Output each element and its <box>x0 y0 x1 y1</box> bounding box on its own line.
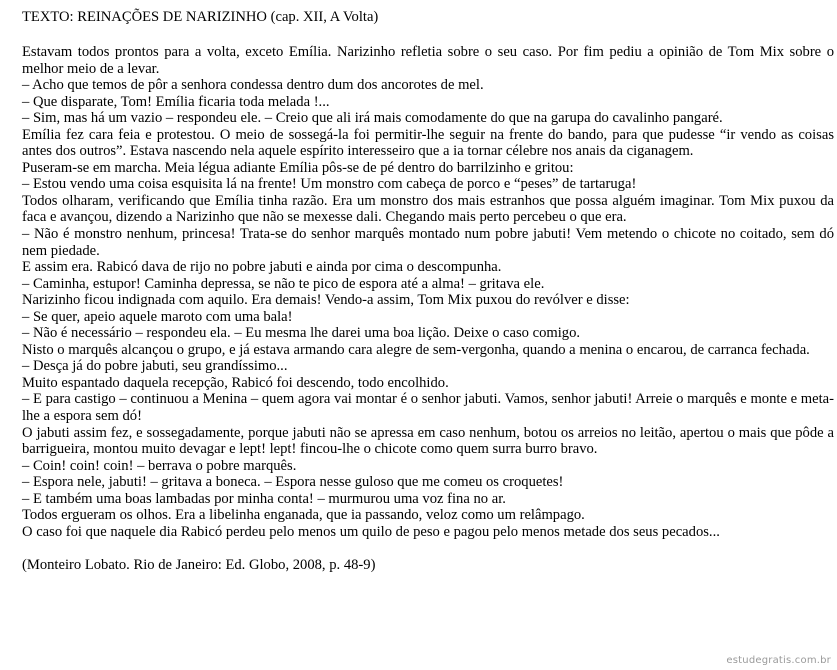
paragraph: Narizinho ficou indignada com aquilo. Era demais! Vendo-a assim, Tom Mix puxou do revólver e disse: <box>22 292 630 309</box>
paragraph: – Espora nele, jabuti! – gritava a boneca. – Espora nesse guloso que me comeu os croquetes! <box>22 474 564 491</box>
paragraph: Nisto o marquês alcançou o grupo, e já estava armando cara alegre de sem-vergonha, quando a menina o encarou, de carranca fechada. <box>22 341 810 358</box>
paragraph: – Não é necessário – respondeu ela. – Eu mesma lhe darei uma boa lição. Deixe o caso comigo. <box>22 325 581 342</box>
paragraph: – Sim, mas há um vazio – respondeu ele. – Creio que ali irá mais comodamente do que na garupa do cavalinho pangaré. <box>22 110 723 127</box>
paragraph: E assim era. Rabicó dava de rijo no pobre jabuti e ainda por cima o descompunha. <box>22 259 502 276</box>
document <box>22 8 834 574</box>
paragraph: Todos olharam, verificando que Emília tinha razão. Era um monstro dos mais estranhos que possa alguém imaginar. Tom Mix puxou da faca e avançou, dizendo a Narizinho que não se mexesse dali. Chegando mais perto percebeu o que era. <box>22 192 834 226</box>
paragraph: Todos ergueram os olhos. Era a libelinha enganada, que ia passando, veloz como um relâmpago. <box>22 507 585 524</box>
paragraph: O jabuti assim fez, e sossegadamente, porque jabuti não se apressa em caso nenhum, botou os arreios no leitão, apertou o mais que pôde a barrigueira, montou muito devagar e lept! lept! fincou-lhe o chicote como quem surra burro bravo. <box>22 424 834 458</box>
paragraph: – Se quer, apeio aquele maroto com uma bala! <box>22 308 293 325</box>
paragraph: – E também uma boas lambadas por minha conta! – murmurou uma voz fina no ar. <box>22 490 506 507</box>
paragraph: Puseram-se em marcha. Meia légua adiante Emília pôs-se de pé dentro do barrilzinho e gritou: <box>22 159 574 176</box>
paragraph: O caso foi que naquele dia Rabicó perdeu pelo menos um quilo de peso e pagou pelo menos metade dos seus pecados... <box>22 523 720 540</box>
paragraph: Estavam todos prontos para a volta, exceto Emília. Narizinho refletia sobre o seu caso. Por fim pediu a opinião de Tom Mix sobre o melhor meio de a levar. <box>22 44 834 77</box>
paragraph: – Coin! coin! coin! – berrava o pobre marquês. <box>22 457 297 474</box>
paragraph: Muito espantado daquela recepção, Rabicó foi descendo, todo encolhido. <box>22 374 449 391</box>
paragraph: – Que disparate, Tom! Emília ficaria toda melada !... <box>22 93 330 110</box>
watermark: estudegratis.com.br <box>726 655 831 666</box>
paragraph: – E para castigo – continuou a Menina – quem agora vai montar é o senhor jabuti. Vamos, senhor jabuti! Arreie o marquês e monte e meta-lhe a espora sem dó! <box>22 391 834 425</box>
paragraph: Emília fez cara feia e protestou. O meio de sossegá-la foi permitir-lhe seguir na frente do bando, para que pudesse “ir vendo as coisas antes dos outros”. Estava nascendo nela aquele espírito interesseiro que a ia tornar célebre nos anais da ciganagem. <box>22 126 834 160</box>
paragraph: – Caminha, estupor! Caminha depressa, se não te pico de espora até a alma! – gritava ele. <box>22 275 545 292</box>
citation: (Monteiro Lobato. Rio de Janeiro: Ed. Globo, 2008, p. 48-9) <box>22 557 376 574</box>
paragraph: – Não é monstro nenhum, princesa! Trata-se do senhor marquês montado num pobre jabuti! Vem metendo o chicote no coitado, sem dó nem piedade. <box>22 226 834 259</box>
document-body <box>22 44 834 540</box>
paragraph: – Desça já do pobre jabuti, seu grandíssimo... <box>22 358 288 375</box>
document-title: TEXTO: REINAÇÕES DE NARIZINHO (cap. XII, A Volta) <box>22 9 379 25</box>
paragraph: – Estou vendo uma coisa esquisita lá na frente! Um monstro com cabeça de porco e “peses” de tartaruga! <box>22 176 637 193</box>
paragraph: – Acho que temos de pôr a senhora condessa dentro dum dos ancorotes de mel. <box>22 77 484 94</box>
